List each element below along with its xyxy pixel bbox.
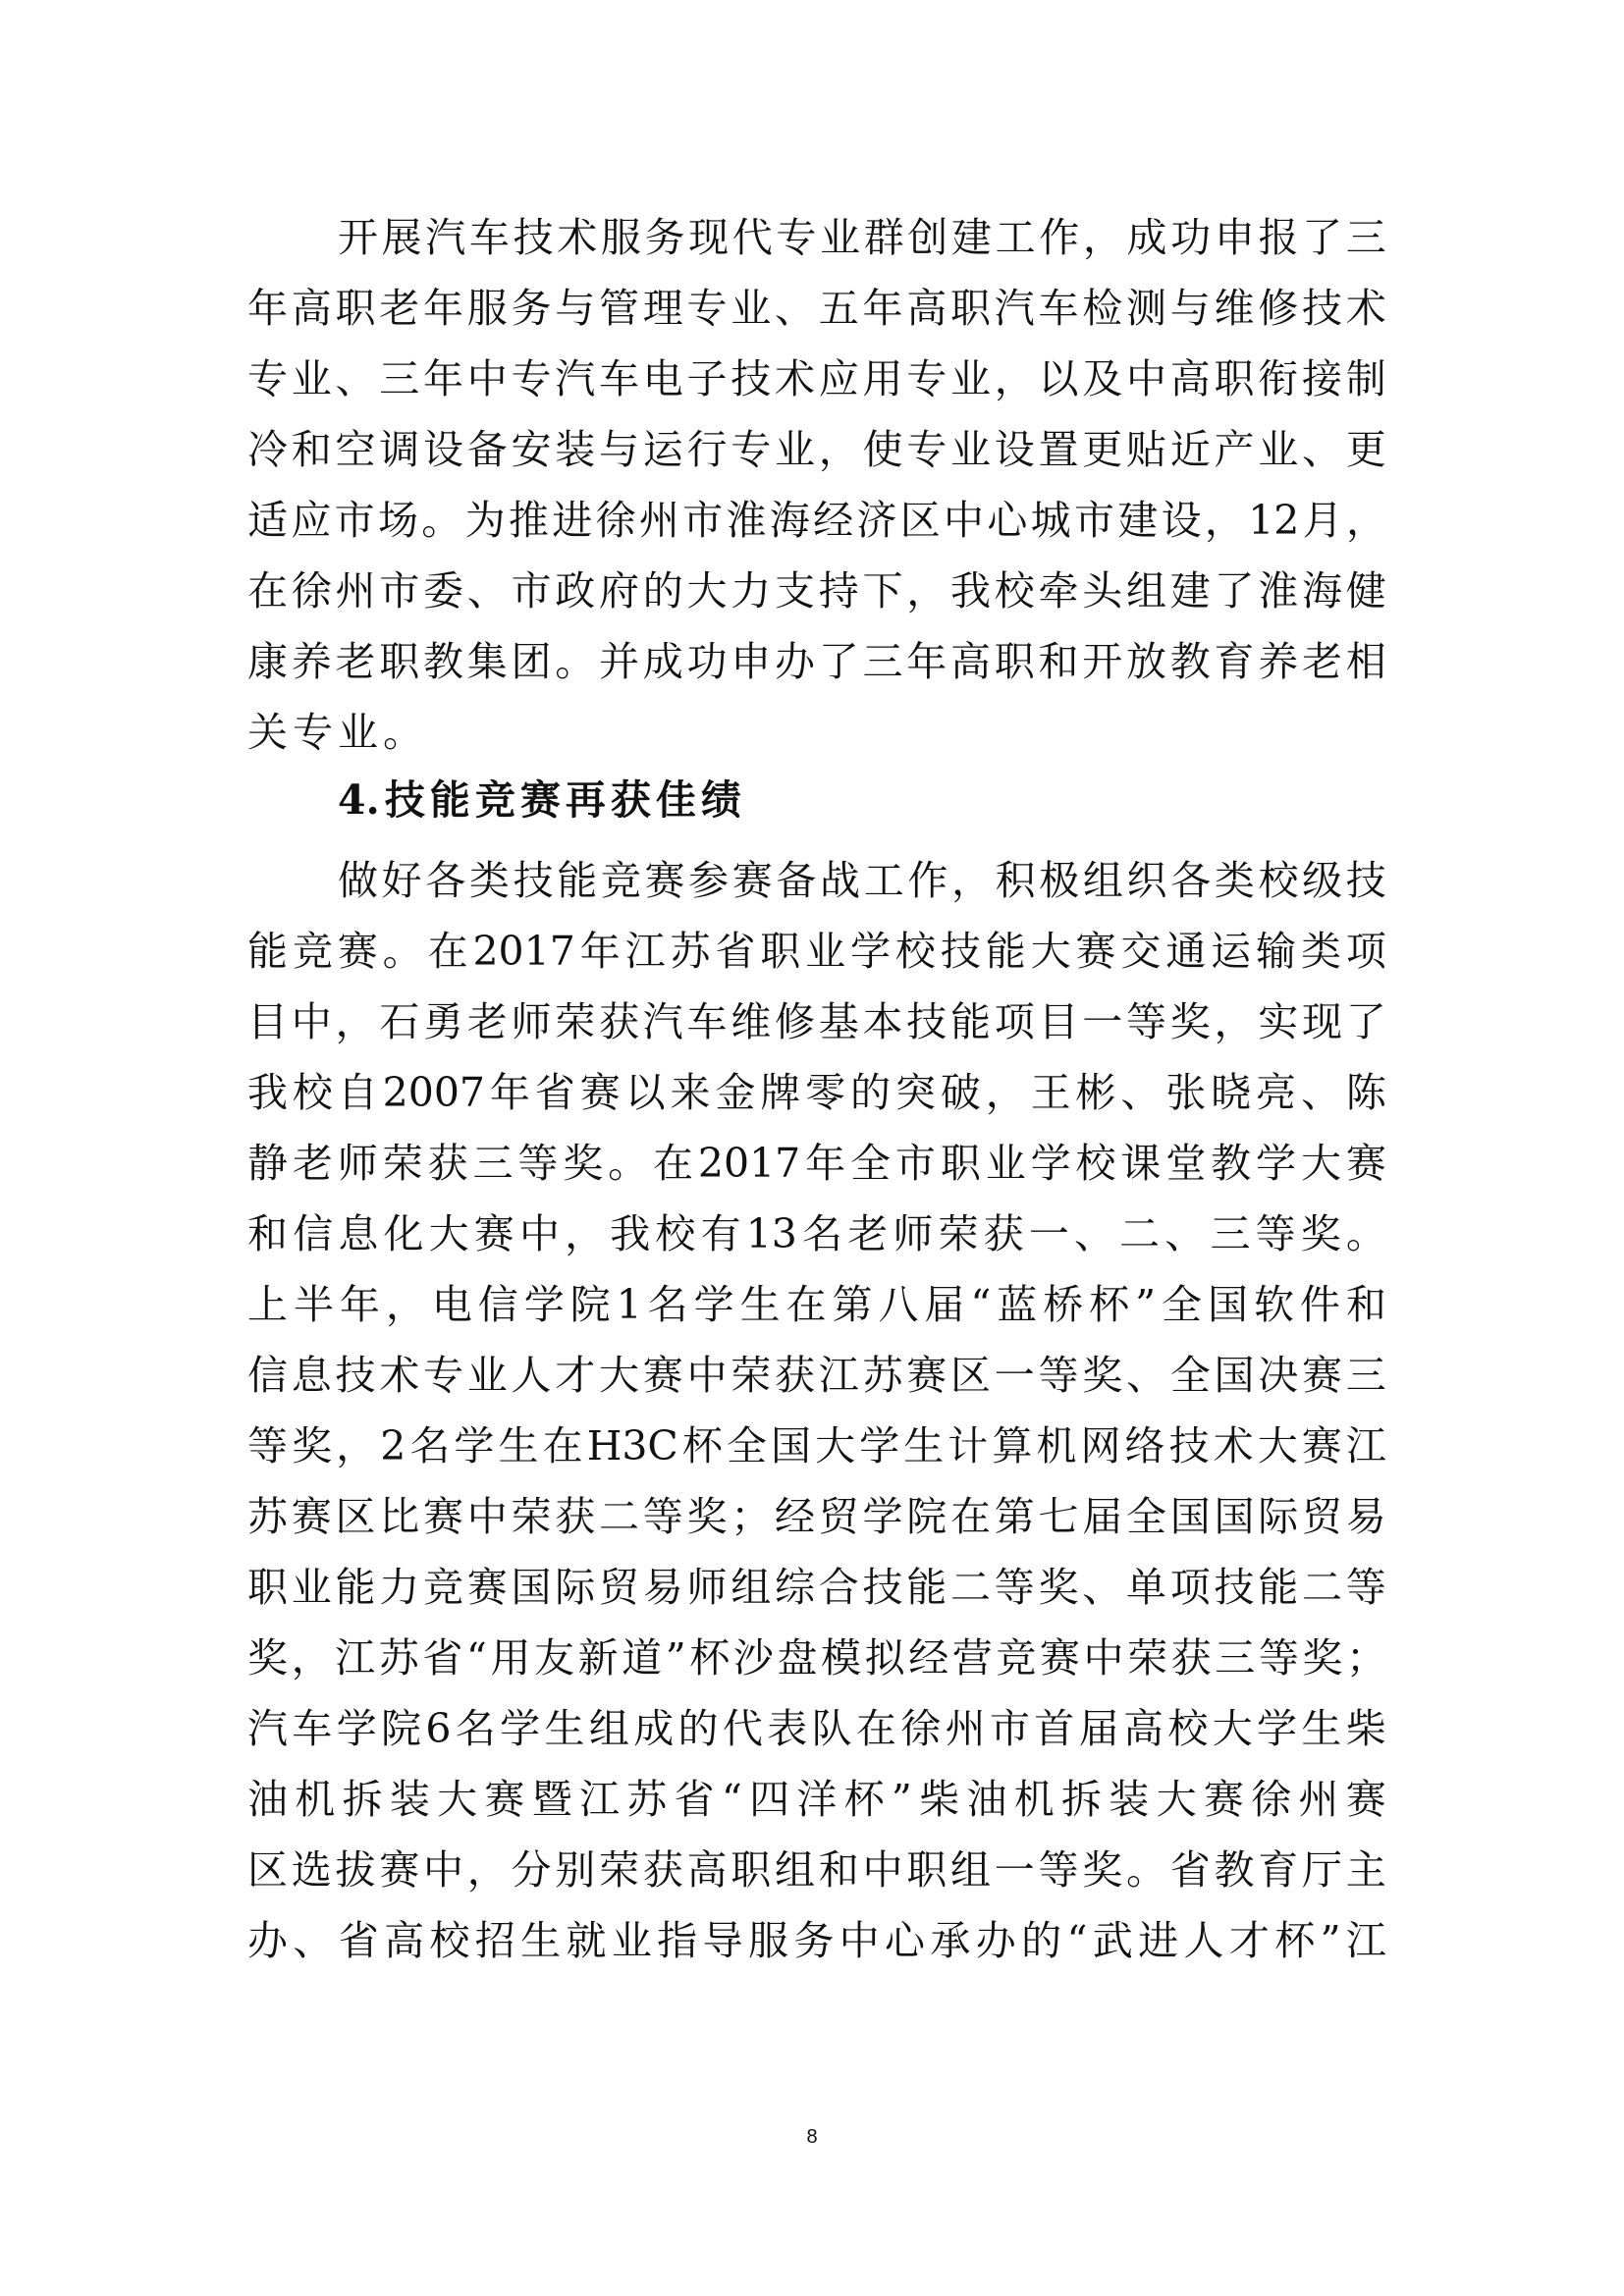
text-line: 在 徐 州 市 委 、 市 政 府 的 大 力 支 持 下 ， 我 校 牵 头 组 建 了 淮 海 健 <box>247 567 1386 614</box>
text-line: 专 业 、 三 年 中 专 汽 车 电 子 技 术 应 用 专 业 ， 以 及 中 高 职 衔 接 制 <box>247 355 1386 402</box>
text-line: 能 竞 赛 。 在 2017 年 江 苏 省 职 业 学 校 技 能 大 赛 交 通 运 输 类 项 <box>247 928 1386 975</box>
text-line: 区 选 拔 赛 中 ， 分 别 荣 获 高 职 组 和 中 职 组 一 等 奖 。 省 教 育 厅 主 <box>247 1846 1386 1894</box>
document-body <box>247 202 1386 1976</box>
text-line: 康 养 老 职 教 集 团 。 并 成 功 申 办 了 三 年 高 职 和 开 放 教 育 养 老 相 <box>247 638 1386 685</box>
text-line: 我 校 自 2007 年 省 赛 以 来 金 牌 零 的 突 破 ， 王 彬 、 张 晓 亮 、 陈 <box>247 1069 1386 1116</box>
text-line: 适 应 市 场 。 为 推 进 徐 州 市 淮 海 经 济 区 中 心 城 市 建 设 ， 12 月 ， <box>247 497 1386 544</box>
text-line: 汽 车 学 院 6 名 学 生 组 成 的 代 表 队 在 徐 州 市 首 届 高 校 大 学 生 柴 <box>247 1705 1386 1752</box>
text-line: 关 专 业 。 <box>247 709 423 756</box>
text-line: 做 好 各 类 技 能 竞 赛 参 赛 备 战 工 作 ， 积 极 组 织 各 类 校 级 技 <box>338 857 1386 904</box>
paragraph-skills-competition <box>247 845 1386 1976</box>
text-line: 信 息 技 术 专 业 人 才 大 赛 中 荣 获 江 苏 赛 区 一 等 奖 、 全 国 决 赛 三 <box>247 1352 1386 1399</box>
text-line: 苏 赛 区 比 赛 中 荣 获 二 等 奖 ； 经 贸 学 院 在 第 七 届 全 国 国 际 贸 易 <box>247 1493 1386 1540</box>
text-line: 和 信 息 化 大 赛 中 ， 我 校 有 13 名 老 师 荣 获 一 、 二 、 三 等 奖 。 <box>247 1210 1386 1257</box>
section-heading: 4. 技 能 竞 赛 再 获 佳 绩 <box>338 776 741 824</box>
text-line: 油 机 拆 装 大 赛 暨 江 苏 省 “ 四 洋 杯 ” 柴 油 机 拆 装 大 赛 徐 州 赛 <box>247 1776 1386 1823</box>
text-line: 目 中 ， 石 勇 老 师 荣 获 汽 车 维 修 基 本 技 能 项 目 一 等 奖 ， 实 现 了 <box>247 998 1386 1045</box>
text-line: 职 业 能 力 竞 赛 国 际 贸 易 师 组 综 合 技 能 二 等 奖 、 单 项 技 能 二 等 <box>247 1564 1386 1611</box>
text-line: 奖 ， 江 苏 省 “ 用 友 新 道 ” 杯 沙 盘 模 拟 经 营 竞 赛 中 荣 获 三 等 奖 ； <box>247 1634 1386 1682</box>
paragraph-professional-groups <box>247 202 1386 768</box>
text-line: 办 、 省 高 校 招 生 就 业 指 导 服 务 中 心 承 办 的 “ 武 进 人 才 杯 ” 江 <box>247 1917 1386 1964</box>
page-number: 8 <box>806 2126 818 2148</box>
text-line: 静 老 师 荣 获 三 等 奖 。 在 2017 年 全 市 职 业 学 校 课 堂 教 学 大 赛 <box>247 1140 1386 1187</box>
text-line: 年 高 职 老 年 服 务 与 管 理 专 业 、 五 年 高 职 汽 车 检 测 与 维 修 技 术 <box>247 285 1386 332</box>
text-line: 冷 和 空 调 设 备 安 装 与 运 行 专 业 ， 使 专 业 设 置 更 贴 近 产 业 、 更 <box>247 426 1386 473</box>
text-line: 开 展 汽 车 技 术 服 务 现 代 专 业 群 创 建 工 作 ， 成 功 申 报 了 三 <box>338 214 1386 261</box>
text-line: 等 奖 ， 2 名 学 生 在 H3C 杯 全 国 大 学 生 计 算 机 网 络 技 术 大 赛 江 <box>247 1422 1386 1469</box>
text-line: 上 半 年 ， 电 信 学 院 1 名 学 生 在 第 八 届 “ 蓝 桥 杯 ” 全 国 软 件 和 <box>247 1281 1386 1328</box>
